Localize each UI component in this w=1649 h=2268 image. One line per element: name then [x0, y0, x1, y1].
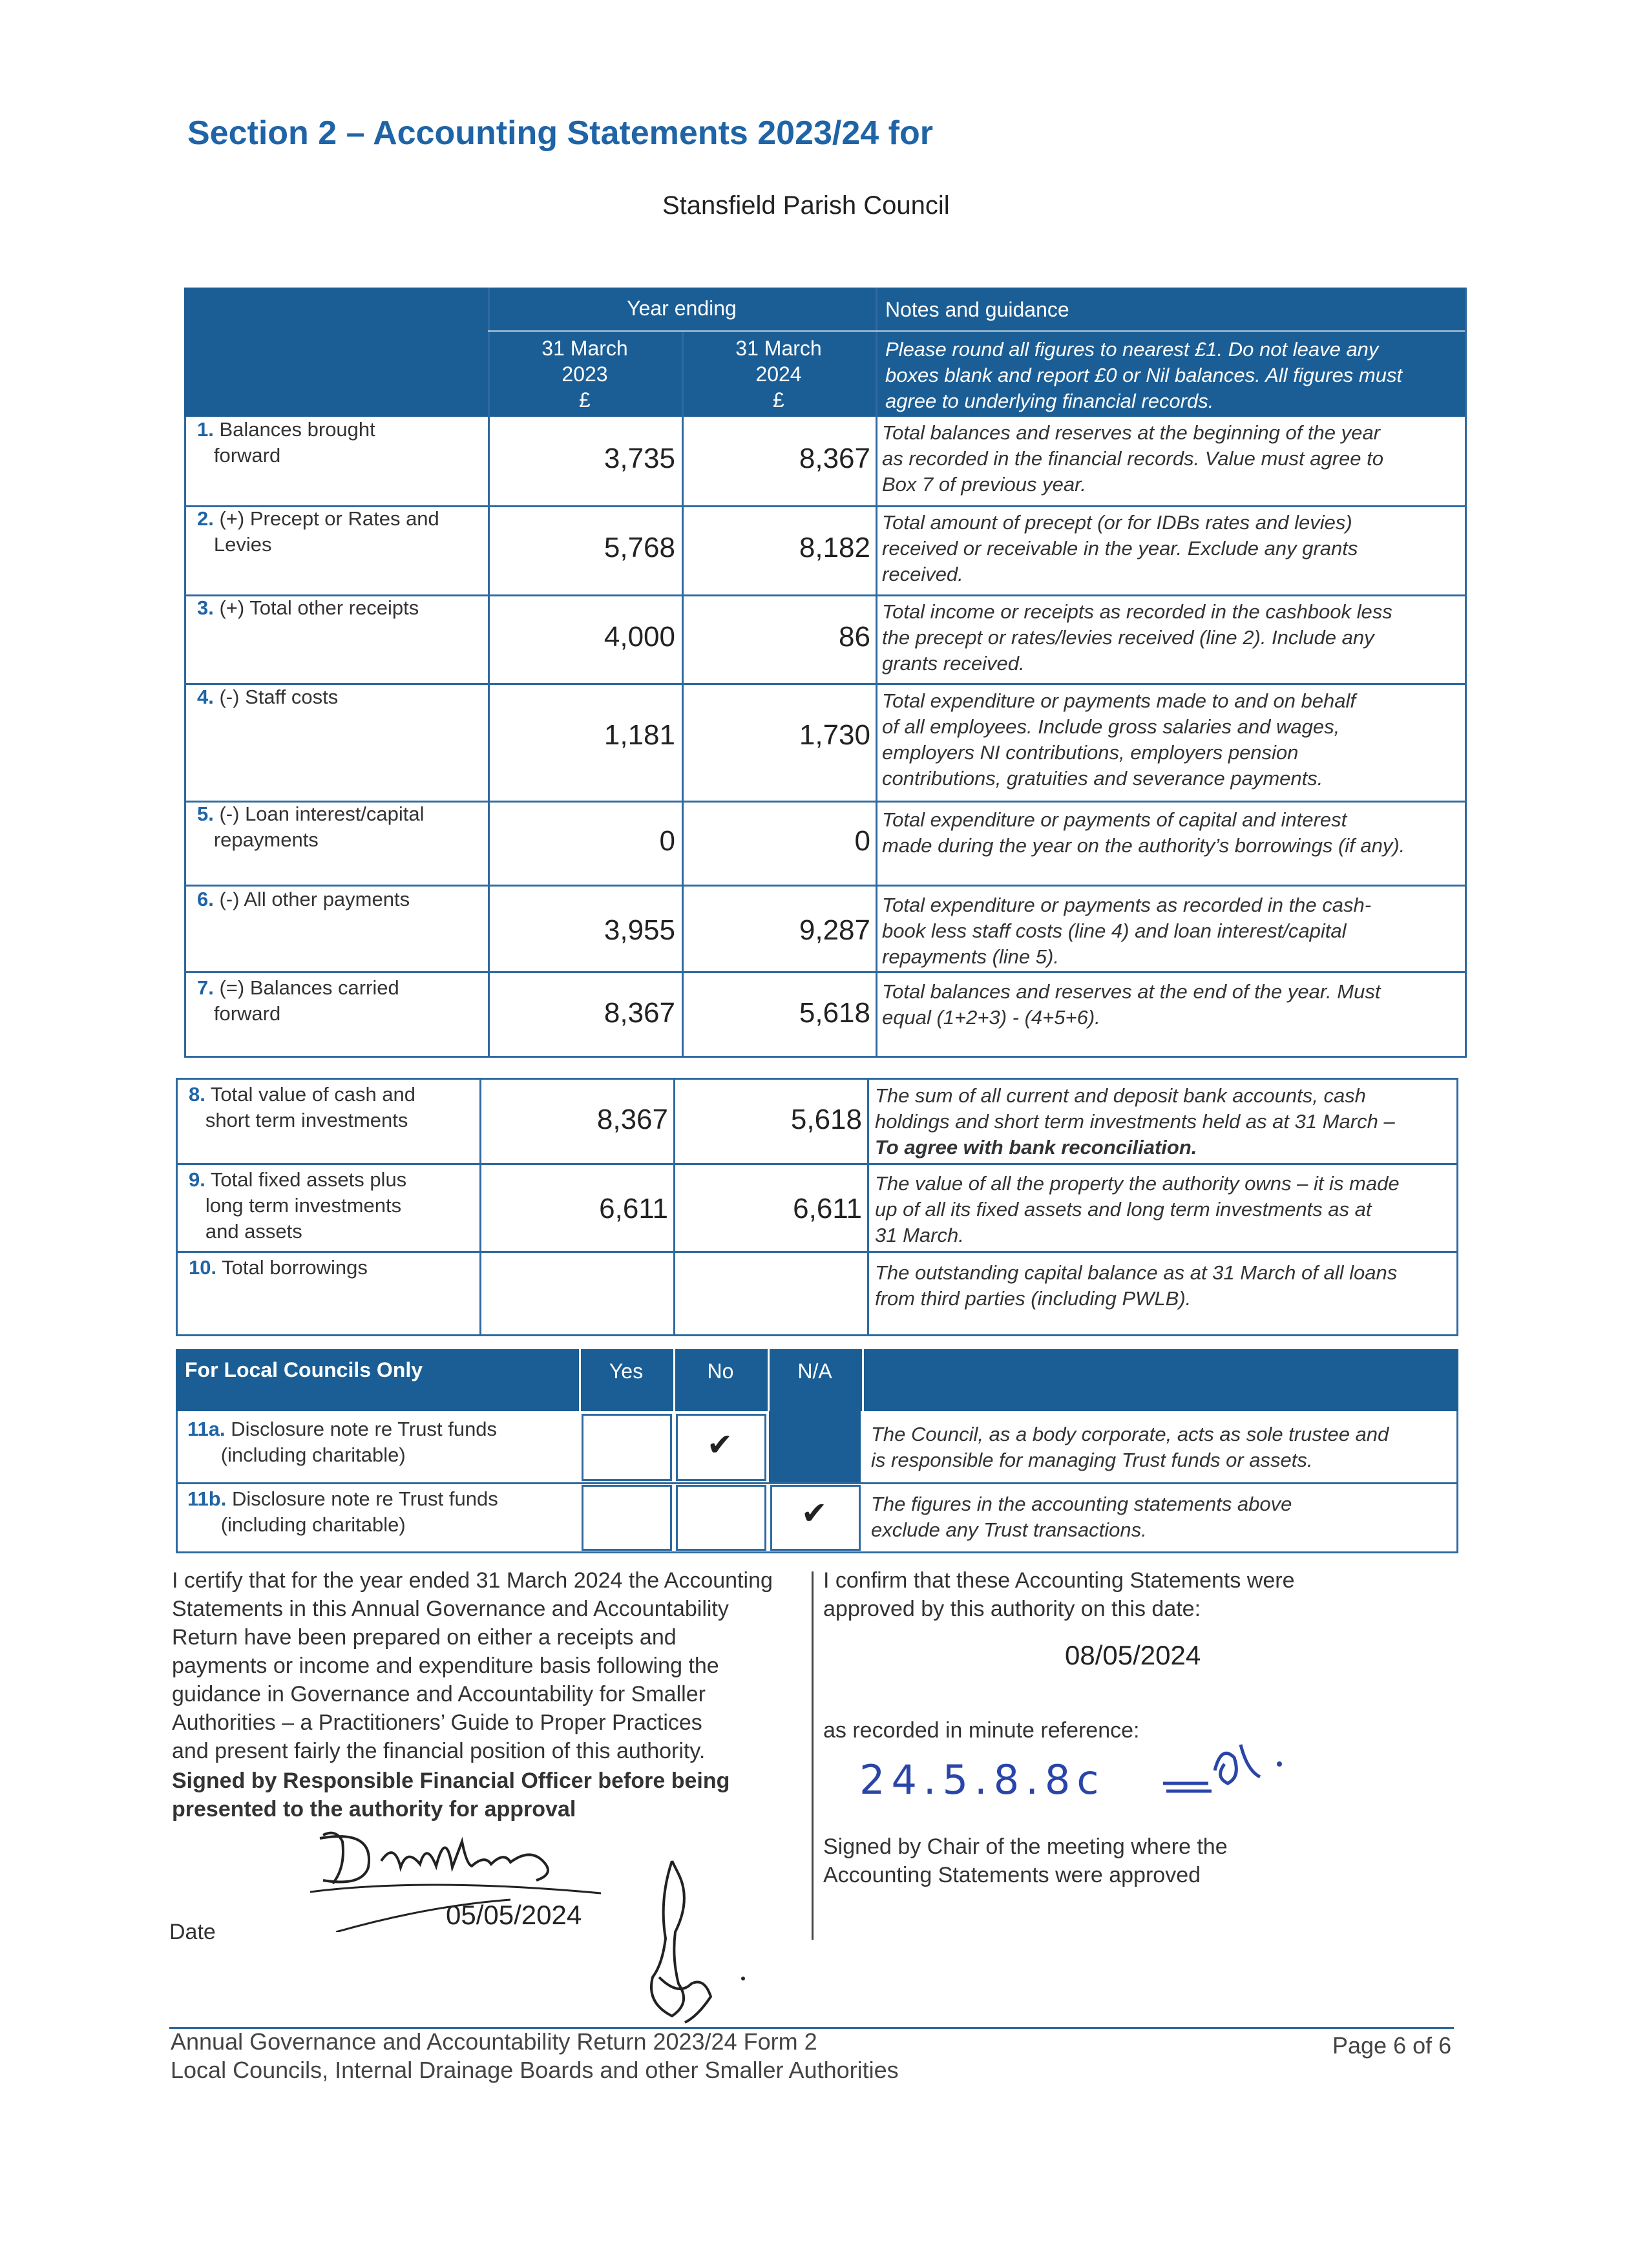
rfo-date-value: 05/05/2024 — [446, 1900, 582, 1930]
row-6-note: Total expenditure or payments as recorded in the cash- book less staff costs (line 4) and loan interest/capital repayments (line 5). — [882, 894, 1372, 968]
row-9-label: 9. Total fixed assets plus long term investments and assets — [189, 1168, 407, 1243]
col-2024-header: 31 March 2024 £ — [735, 337, 822, 412]
page-number: Page 6 of 6 — [1332, 2032, 1452, 2059]
footer-form-title: Annual Governance and Accountability Return 2023/24 Form 2 Local Councils, Internal Drainage Boards and other Smaller Authorities — [171, 2028, 899, 2083]
row-1-note: Total balances and reserves at the beginning of the year as recorded in the financial records. Value must agree to Box 7 of previous year. — [882, 421, 1383, 496]
yes-header: Yes — [609, 1360, 644, 1383]
notes-guidance-text: Please round all figures to nearest £1. Do not leave any boxes blank and report £0 or Nil balances. All figures must agree to underlying financial records. — [885, 338, 1403, 412]
rfo-date-label: Date — [169, 1920, 216, 1944]
row-1-label: 1. Balances brought forward — [197, 418, 375, 467]
row-10-note: The outstanding capital balance as at 31 March of all loans from third parties (including PWLB). — [875, 1261, 1398, 1310]
row-6-2023: 3,955 — [604, 914, 675, 946]
row-3-2023: 4,000 — [604, 621, 675, 653]
row-4-2024: 1,730 — [799, 719, 870, 751]
row-11b-label: 11b. Disclosure note re Trust funds (including charitable) — [187, 1487, 498, 1536]
council-name: Stansfield Parish Council — [662, 191, 950, 220]
row-1-2024: 8,367 — [799, 443, 870, 474]
accounting-statements-table — [184, 288, 1467, 1058]
row-8-2023: 8,367 — [596, 1104, 668, 1135]
year-ending-label: Year ending — [627, 297, 737, 320]
row-10-label: 10. Total borrowings — [189, 1256, 368, 1279]
row-8-label: 8. Total value of cash and short term investments — [189, 1083, 416, 1131]
row-5-2023: 0 — [659, 825, 675, 857]
row-5-2024: 0 — [854, 825, 870, 857]
checkbox-11b-no[interactable] — [676, 1485, 766, 1551]
row-3-2024: 86 — [839, 621, 870, 653]
certification-divider — [812, 1571, 814, 1940]
approval-confirmation-text: I confirm that these Accounting Statements were approved by this authority on this date: — [823, 1568, 1295, 1621]
row-4-note: Total expenditure or payments made to and on behalf of all employees. Include gross salaries and wages, employers NI contributions, employers pension contributions, gratuities and severance payments. — [882, 689, 1356, 790]
row-7-note: Total balances and reserves at the end of the year. Must equal (1+2+3) - (4+5+6). — [882, 980, 1381, 1029]
rfo-signed-label: Signed by Responsible Financial Officer before being presented to the authority for approval — [172, 1769, 730, 1822]
row-2-note: Total amount of precept (or for IDBs rates and levies) received or receivable in the year. Exclude any grants received. — [882, 511, 1358, 585]
row-3-label: 3. (+) Total other receipts — [197, 596, 419, 619]
notes-guidance-title: Notes and guidance — [885, 298, 1069, 321]
row-7-2024: 5,618 — [799, 997, 870, 1029]
row-8-2024: 5,618 — [790, 1104, 862, 1135]
na-header: N/A — [797, 1360, 832, 1383]
row-1-2023: 3,735 — [604, 443, 675, 474]
no-header: No — [707, 1360, 734, 1383]
chair-signature — [633, 1848, 762, 2035]
na-shaded-cell — [769, 1411, 861, 1482]
row-7-2023: 8,367 — [604, 997, 675, 1029]
row-5-label: 5. (-) Loan interest/capital repayments — [197, 803, 425, 851]
minute-reference-label: as recorded in minute reference: — [823, 1718, 1140, 1743]
section-title: Section 2 – Accounting Statements 2023/24 for — [187, 114, 933, 152]
row-6-label: 6. (-) All other payments — [197, 888, 410, 910]
row-4-label: 4. (-) Staff costs — [197, 686, 339, 708]
local-councils-table — [176, 1349, 1458, 1553]
cash-assets-table — [176, 1078, 1458, 1336]
row-2-2023: 5,768 — [604, 532, 675, 563]
row-5-note: Total expenditure or payments of capital and interest made during the year on the authority’s borrowings (if any). — [882, 808, 1405, 857]
row-2-2024: 8,182 — [799, 532, 870, 563]
local-councils-title: For Local Councils Only — [185, 1358, 423, 1381]
col-2023-header: 31 March 2023 £ — [541, 337, 628, 412]
tick-11a-no: ✔ — [707, 1428, 733, 1462]
approval-date-value: 08/05/2024 — [1065, 1640, 1201, 1670]
row-9-note: The value of all the property the authority owns – it is made up of all its fixed assets and long term investments as at 31 March. — [875, 1172, 1400, 1246]
row-11a-label: 11a. Disclosure note re Trust funds (including charitable) — [187, 1418, 498, 1466]
row-2-label: 2. (+) Precept or Rates and Levies — [197, 507, 439, 556]
row-11b-note: The figures in the accounting statements above exclude any Trust transactions. — [871, 1493, 1292, 1541]
row-9-2024: 6,611 — [793, 1193, 862, 1224]
row-8-note: The sum of all current and deposit bank accounts, cash holdings and short term investments held as at 31 March – To agree with bank reconciliation. — [875, 1084, 1395, 1159]
checkbox-11a-yes[interactable] — [582, 1414, 672, 1481]
row-11a-note: The Council, as a body corporate, acts as sole trustee and is responsible for managing Trust funds or assets. — [871, 1423, 1389, 1471]
row-6-2024: 9,287 — [799, 914, 870, 946]
checkbox-11b-yes[interactable] — [582, 1485, 672, 1551]
chair-signed-label: Signed by Chair of the meeting where the Accounting Statements were approved — [823, 1834, 1228, 1887]
minute-reference-annotation — [1150, 1732, 1292, 1803]
row-9-2023: 6,611 — [599, 1193, 668, 1224]
row-3-note: Total income or receipts as recorded in the cashbook less the precept or rates/levies received (line 2). Include any grants received. — [882, 600, 1392, 675]
row-4-2023: 1,181 — [604, 719, 675, 751]
minute-reference-value: 24.5.8.8c — [859, 1756, 1106, 1803]
tick-11b-na: ✔ — [801, 1496, 828, 1531]
rfo-certification-text: I certify that for the year ended 31 March 2024 the Accounting Statements in this Annual Governance and Accountability Return have been prepared on either a receipts and payments or income and expenditure basis following the guidance in Governance and Accountability for Smaller Authorities – a Practitioners’ Guide to Proper Practices and present fairly the financial position of this authority. — [172, 1568, 773, 1763]
row-7-label: 7. (=) Balances carried forward — [197, 976, 399, 1025]
